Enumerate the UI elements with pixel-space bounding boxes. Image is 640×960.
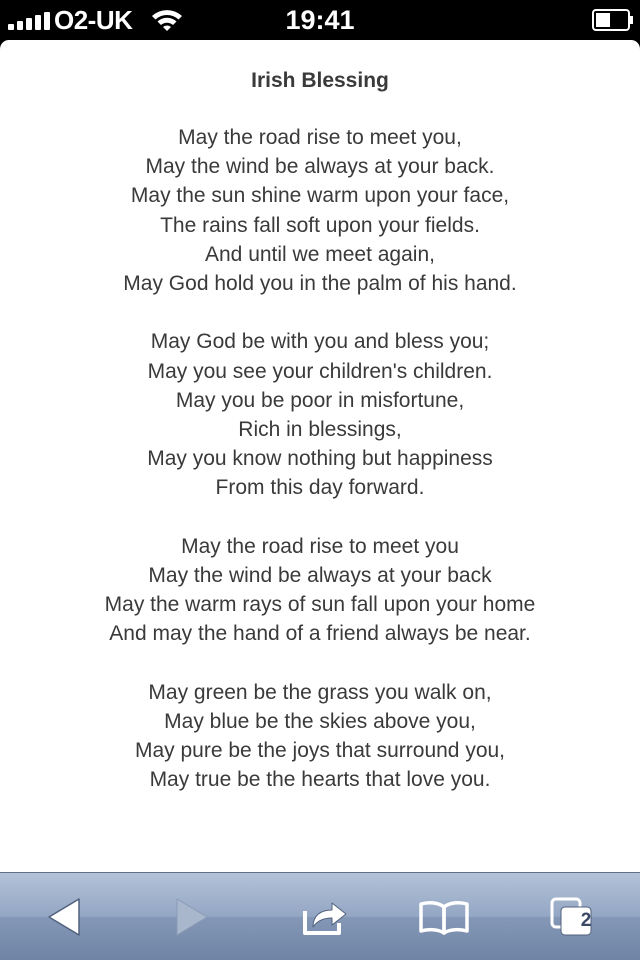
poem-line: May true be the hearts that love you. xyxy=(149,768,491,792)
poem-line: May you be poor in misfortune, xyxy=(175,388,465,412)
poem-line: The rains fall soft upon your fields. xyxy=(160,213,480,237)
poem-line: May pure be the joys that surround you, xyxy=(134,739,506,763)
poem-line: May the warm rays of sun fall upon your home xyxy=(104,593,536,617)
poem-line: May the sun shine warm upon your face, xyxy=(130,184,510,208)
carrier-name: O2-UK xyxy=(54,5,133,35)
poem-line: May the road rise to meet you xyxy=(181,534,459,558)
back-button[interactable] xyxy=(34,895,94,939)
stanza xyxy=(0,123,640,298)
bookmarks-button[interactable] xyxy=(414,895,474,939)
share-button[interactable] xyxy=(294,895,354,939)
stanza xyxy=(0,678,640,795)
poem-line: May blue be the skies above you, xyxy=(164,710,476,734)
forward-arrow-icon xyxy=(174,897,210,937)
poem-line: May God be with you and bless you; xyxy=(150,330,490,354)
status-bar xyxy=(0,0,640,40)
battery-icon xyxy=(592,9,634,36)
tabs-count-badge: 2 xyxy=(580,910,592,931)
web-content xyxy=(0,40,640,872)
poem-line: From this day forward. xyxy=(215,476,425,500)
poem-line: May God hold you in the palm of his hand. xyxy=(123,272,517,296)
tabs-button[interactable] xyxy=(542,895,602,939)
share-icon xyxy=(299,897,349,937)
poem xyxy=(0,123,640,824)
poem-line: May you know nothing but happiness xyxy=(147,447,493,471)
page-title: Irish Blessing xyxy=(251,69,389,92)
forward-button[interactable] xyxy=(162,895,222,939)
browser-toolbar xyxy=(0,872,640,960)
poem-line: May you see your children's children. xyxy=(147,359,493,383)
poem-line: May green be the grass you walk on, xyxy=(148,680,492,704)
back-arrow-icon xyxy=(46,897,82,937)
stanza xyxy=(0,532,640,649)
poem-line: May the road rise to meet you, xyxy=(178,126,462,149)
poem-line: And until we meet again, xyxy=(205,242,435,266)
poem-line: And may the hand of a friend always be near. xyxy=(109,622,531,646)
status-time: 19:41 xyxy=(285,5,355,35)
stanza xyxy=(0,327,640,502)
poem-line: May the wind be always at your back. xyxy=(145,155,495,179)
bookmarks-book-icon xyxy=(418,899,470,935)
poem-line: May the wind be always at your back xyxy=(148,564,492,588)
poem-line: Rich in blessings, xyxy=(238,418,402,442)
